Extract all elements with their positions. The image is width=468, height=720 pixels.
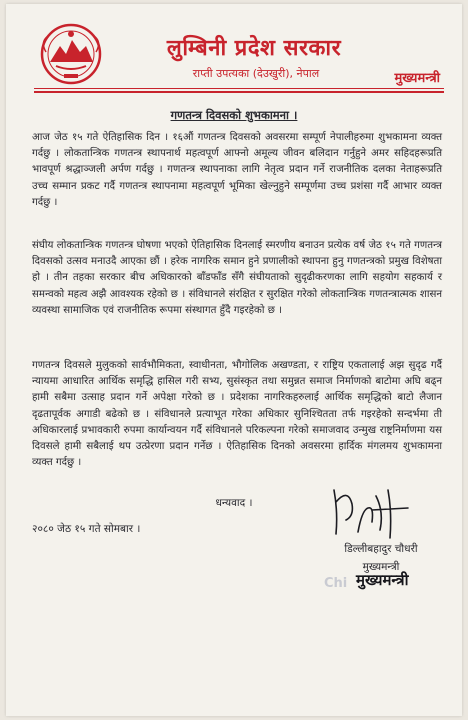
header-divider	[34, 88, 444, 89]
stamp-watermark: Chi	[324, 576, 348, 591]
province-emblem-icon	[36, 22, 106, 86]
letter-date: २०८० जेठ १५ गते सोमबार ।	[32, 523, 141, 535]
closing-thanks: धन्यवाद ।	[215, 497, 253, 509]
header-role: मुख्यमन्त्री	[394, 71, 440, 86]
letter-paragraph-3: गणतन्त्र दिवसले मुलुकको सार्वभौमिकता, स्वाधीनता, भौगोलिक अखण्डता, र राष्ट्रिय एकतालाई अझ सुदृढ गर्दै न्यायमा आधारित आर्थिक समृद्धि हासिल गरी सभ्य, सुसंस्कृत तथा समुन्नत समाज निर्माणको बाटोमा अघि बढ्न हामी सबैमा उत्साह प्रदान गर्ने अपेक्षा गरेको छ । प्रदेशका नागरिकहरुलाई आर्थिक समृद्धिको बाटो लैजान दृढतापूर्वक अगाडी बढेको छ । संविधानले प्रत्याभूत गरेका अधिकार सुनिश्चितता तर्फ गइरहेको सन्दर्भमा ती अधिकारलाई प्रभावकारी रुपमा कार्यान्वयन गर्दै संविधानले परिकल्पना गरेको समाजवाद उन्मुख राष्ट्रनिर्माणमा यस दिवसले हामी सबैलाई थप उत्प्रेरणा प्रदान गर्नेछ । ऐतिहासिक दिनको अवसरमा हार्दिक मंगलमय शुभकामना व्यक्त गर्दछु ।	[32, 360, 442, 469]
letterhead	[6, 4, 462, 104]
organization-title: लुम्बिनी प्रदेश सरकार	[166, 36, 342, 61]
letter-page	[6, 4, 462, 716]
letter-paragraph-2: संघीय लोकतान्त्रिक गणतन्त्र घोषणा भएको ऐतिहासिक दिनलाई स्मरणीय बनाउन प्रत्येक वर्ष जेठ १५ गते गणतन्त्र दिवसको उत्सव मनाउदै आएका छौं । हरेक नागरिक समान हुने प्रणालीको स्थापना हुनु गणतन्त्रको प्रमुख विशेषता हो । तीन तहका सरकार बीच अधिकारको बाँडफाँड सँगै संघीयताको सुदृढीकरणका लागि सहयोग सहकार्य र समन्वको महत्व अझै आवश्यक रहेको छ । संविधानले संरक्षित र सुरक्षित गरेको लोकतान्त्रिक गणतन्त्रात्मक शासन व्यवस्था सामाजिक एवं राजनीतिक रूपमा संस्थागत हुँदै गइरहेको छ ।	[32, 240, 442, 316]
handwritten-signature	[328, 482, 414, 542]
signatory-role: मुख्यमन्त्री	[362, 561, 400, 573]
letter-subject: गणतन्त्र दिवसको शुभकामना ।	[170, 108, 298, 122]
signatory-name: डिल्लीबहादुर चौधरी	[344, 543, 418, 555]
official-stamp: मुख्यमन्त्री	[356, 571, 409, 589]
header-divider-secondary	[34, 91, 444, 93]
letter-paragraph-1: आज जेठ १५ गते ऐतिहासिक दिन । १६औं गणतन्त्र दिवसको अवसरमा सम्पूर्ण नेपालीहरुमा शुभकामना व्यक्त गर्दछु । लोकतान्त्रिक गणतन्त्र स्थापनार्थ महत्वपूर्ण आफ्नो अमूल्य जीवन बलिदान गर्नुहुने अमर सहिदहरूप्रति भावपूर्ण श्रद्धाञ्जली अर्पण गर्दछु । गणतन्त्र स्थापनाका लागि नेतृत्व प्रदान गर्ने राजनीतिक दलका नेताहरूप्रति उच्च सम्मान प्रकट गर्दै गणतन्त्र स्थापनामा महत्वपूर्ण भूमिका खेल्नुहुने सम्पूर्णमा उच्च प्रशंसा गर्दै आभार व्यक्त गर्दछु ।	[32, 132, 442, 208]
organization-address: राप्ती उपत्यका (देउखुरी), नेपाल	[192, 67, 320, 80]
